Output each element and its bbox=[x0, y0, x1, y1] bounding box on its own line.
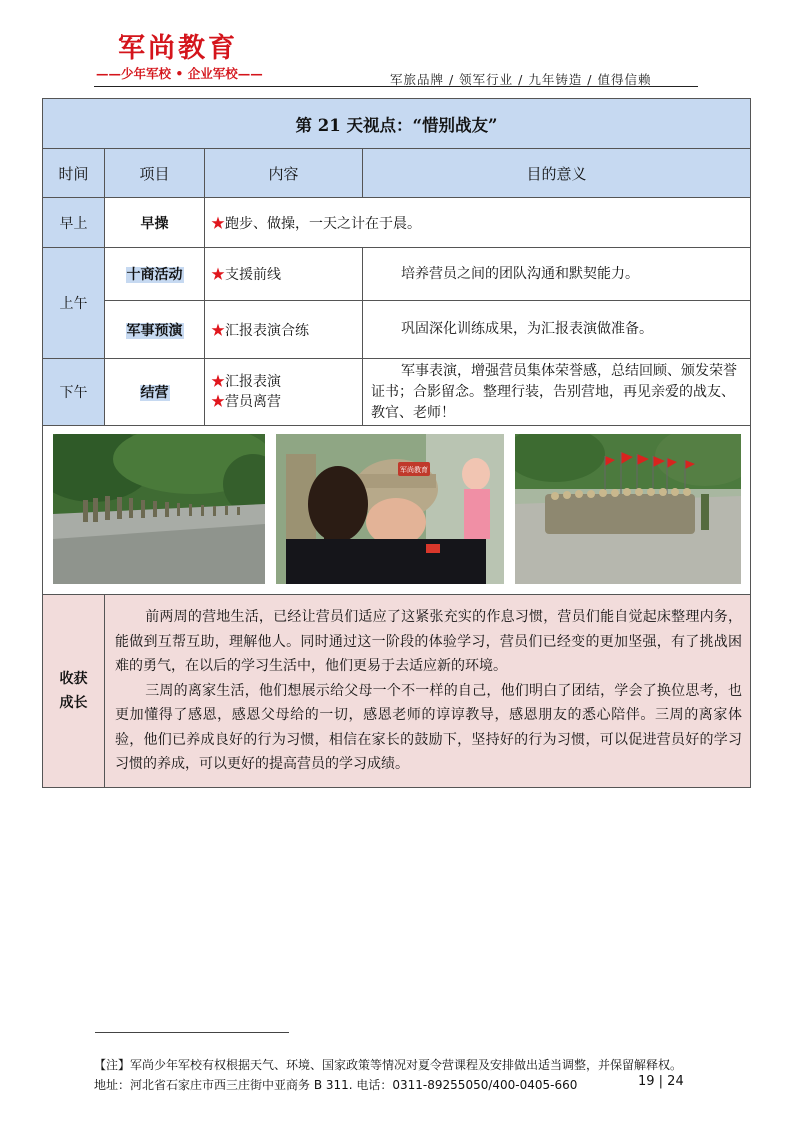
item-activity-label: 十商活动 bbox=[126, 267, 183, 283]
star-icon: ★ bbox=[211, 215, 225, 232]
star-icon: ★ bbox=[211, 322, 225, 339]
photo-cell bbox=[43, 426, 751, 595]
footer-address: 地址：河北省石家庄市西三庄街中亚商务 B 311. 电话：0311-89255050/400-0405-660 bbox=[94, 1078, 578, 1092]
item-closing bbox=[105, 359, 205, 426]
table-title-row bbox=[43, 99, 751, 149]
content-closing bbox=[205, 359, 363, 426]
brand-logo: 军尚教育 bbox=[118, 33, 238, 64]
table-header-row bbox=[43, 149, 751, 198]
period-afternoon: 下午 bbox=[43, 359, 105, 426]
photo-marching-road bbox=[53, 434, 265, 584]
harvest-paragraph-1: 前两周的营地生活，已经让营员们适应了这紧张充实的作息习惯，营员们能自觉起床整理内务，能做到互帮互助，理解他人。同时通过这一阶段的体验学习，营员们已经变的更加坚强，有了挑战困难的勇气，在以后的学习生活中，他们更易于去适应新的环境。 bbox=[115, 609, 742, 674]
content-military bbox=[205, 301, 363, 359]
table-row bbox=[43, 198, 751, 248]
harvest-paragraph-2: 三周的离家生活，他们想展示给父母一个不一样的自己，他们明白了团结，学会了换位思考，也更加懂得了感恩，感恩父母给的一切，感恩老师的谆谆教导，感恩朋友的悉心陪伴。三周的离家体验，他们已养成良好的行为习惯，相信在家长的鼓励下，坚持好的行为习惯，可以促进营员好的学习习惯的养成，可以更好的提高营员的学习成绩。 bbox=[115, 682, 742, 772]
table-row bbox=[43, 301, 751, 359]
purpose-activity bbox=[363, 248, 751, 301]
purpose-closing bbox=[363, 359, 751, 426]
purpose-activity-text: 培养营员之间的团队沟通和默契能力。 bbox=[401, 265, 639, 282]
footnote-divider bbox=[95, 1032, 289, 1033]
harvest-text bbox=[105, 595, 751, 788]
item-closing-label: 结营 bbox=[140, 385, 169, 401]
content-morning-text: 跑步、做操，一天之计在于晨。 bbox=[225, 215, 421, 232]
brand-subtitle: ——少年军校 • 企业军校—— bbox=[96, 66, 263, 81]
footer-note: 【注】军尚少年军校有权根据天气、环境、国家政策等情况对夏令营课程及安排做出适当调整，并保留解释权。 bbox=[94, 1058, 683, 1072]
content-closing-line-2: ★营员离营 bbox=[211, 394, 281, 410]
item-activity bbox=[105, 248, 205, 301]
photo-row bbox=[43, 426, 751, 595]
harvest-label bbox=[43, 595, 105, 788]
page-number: 19 | 24 bbox=[638, 1074, 684, 1089]
content-military-text: 汇报表演合练 bbox=[225, 322, 309, 339]
brand-slogan: 军旅品牌 / 领军行业 / 九年铸造 / 值得信赖 bbox=[390, 72, 652, 87]
period-forenoon: 上午 bbox=[43, 248, 105, 359]
star-icon: ★ bbox=[211, 374, 225, 390]
item-military-label: 军事预演 bbox=[126, 322, 183, 339]
table-row bbox=[43, 359, 751, 426]
purpose-closing-text: 军事表演，增强营员集体荣誉感，总结回顾、颁发荣誉证书；合影留念。整理行装，告别营地，再见亲爱的战友、教官、老师！ bbox=[371, 362, 737, 421]
header-divider bbox=[94, 86, 698, 87]
column-header-item: 项目 bbox=[105, 149, 205, 198]
content-morning bbox=[205, 198, 751, 248]
cap-patch-text: 军尚教育 bbox=[400, 466, 428, 474]
period-morning: 早上 bbox=[43, 198, 105, 248]
harvest-row bbox=[43, 595, 751, 788]
star-icon: ★ bbox=[211, 394, 225, 410]
content-closing-line-1: ★汇报表演 bbox=[211, 374, 281, 390]
star-icon: ★ bbox=[211, 267, 225, 283]
content-activity-text: 支援前线 bbox=[225, 267, 281, 283]
item-morning-exercise: 早操 bbox=[105, 198, 205, 248]
item-military bbox=[105, 301, 205, 359]
harvest-label-line-1: 收获 bbox=[59, 670, 88, 687]
purpose-military bbox=[363, 301, 751, 359]
content-activity bbox=[205, 248, 363, 301]
column-header-time: 时间 bbox=[43, 149, 105, 198]
schedule-table bbox=[42, 98, 751, 788]
photo-parade-flags bbox=[515, 434, 741, 584]
photo-farewell-hug bbox=[276, 434, 504, 584]
harvest-label-line-2: 成长 bbox=[59, 694, 88, 711]
purpose-military-text: 巩固深化训练成果，为汇报表演做准备。 bbox=[401, 321, 653, 337]
column-header-content: 内容 bbox=[205, 149, 363, 198]
table-title: 第 21 天视点：“惜别战友” bbox=[43, 99, 751, 149]
column-header-purpose: 目的意义 bbox=[363, 149, 751, 198]
table-row bbox=[43, 248, 751, 301]
